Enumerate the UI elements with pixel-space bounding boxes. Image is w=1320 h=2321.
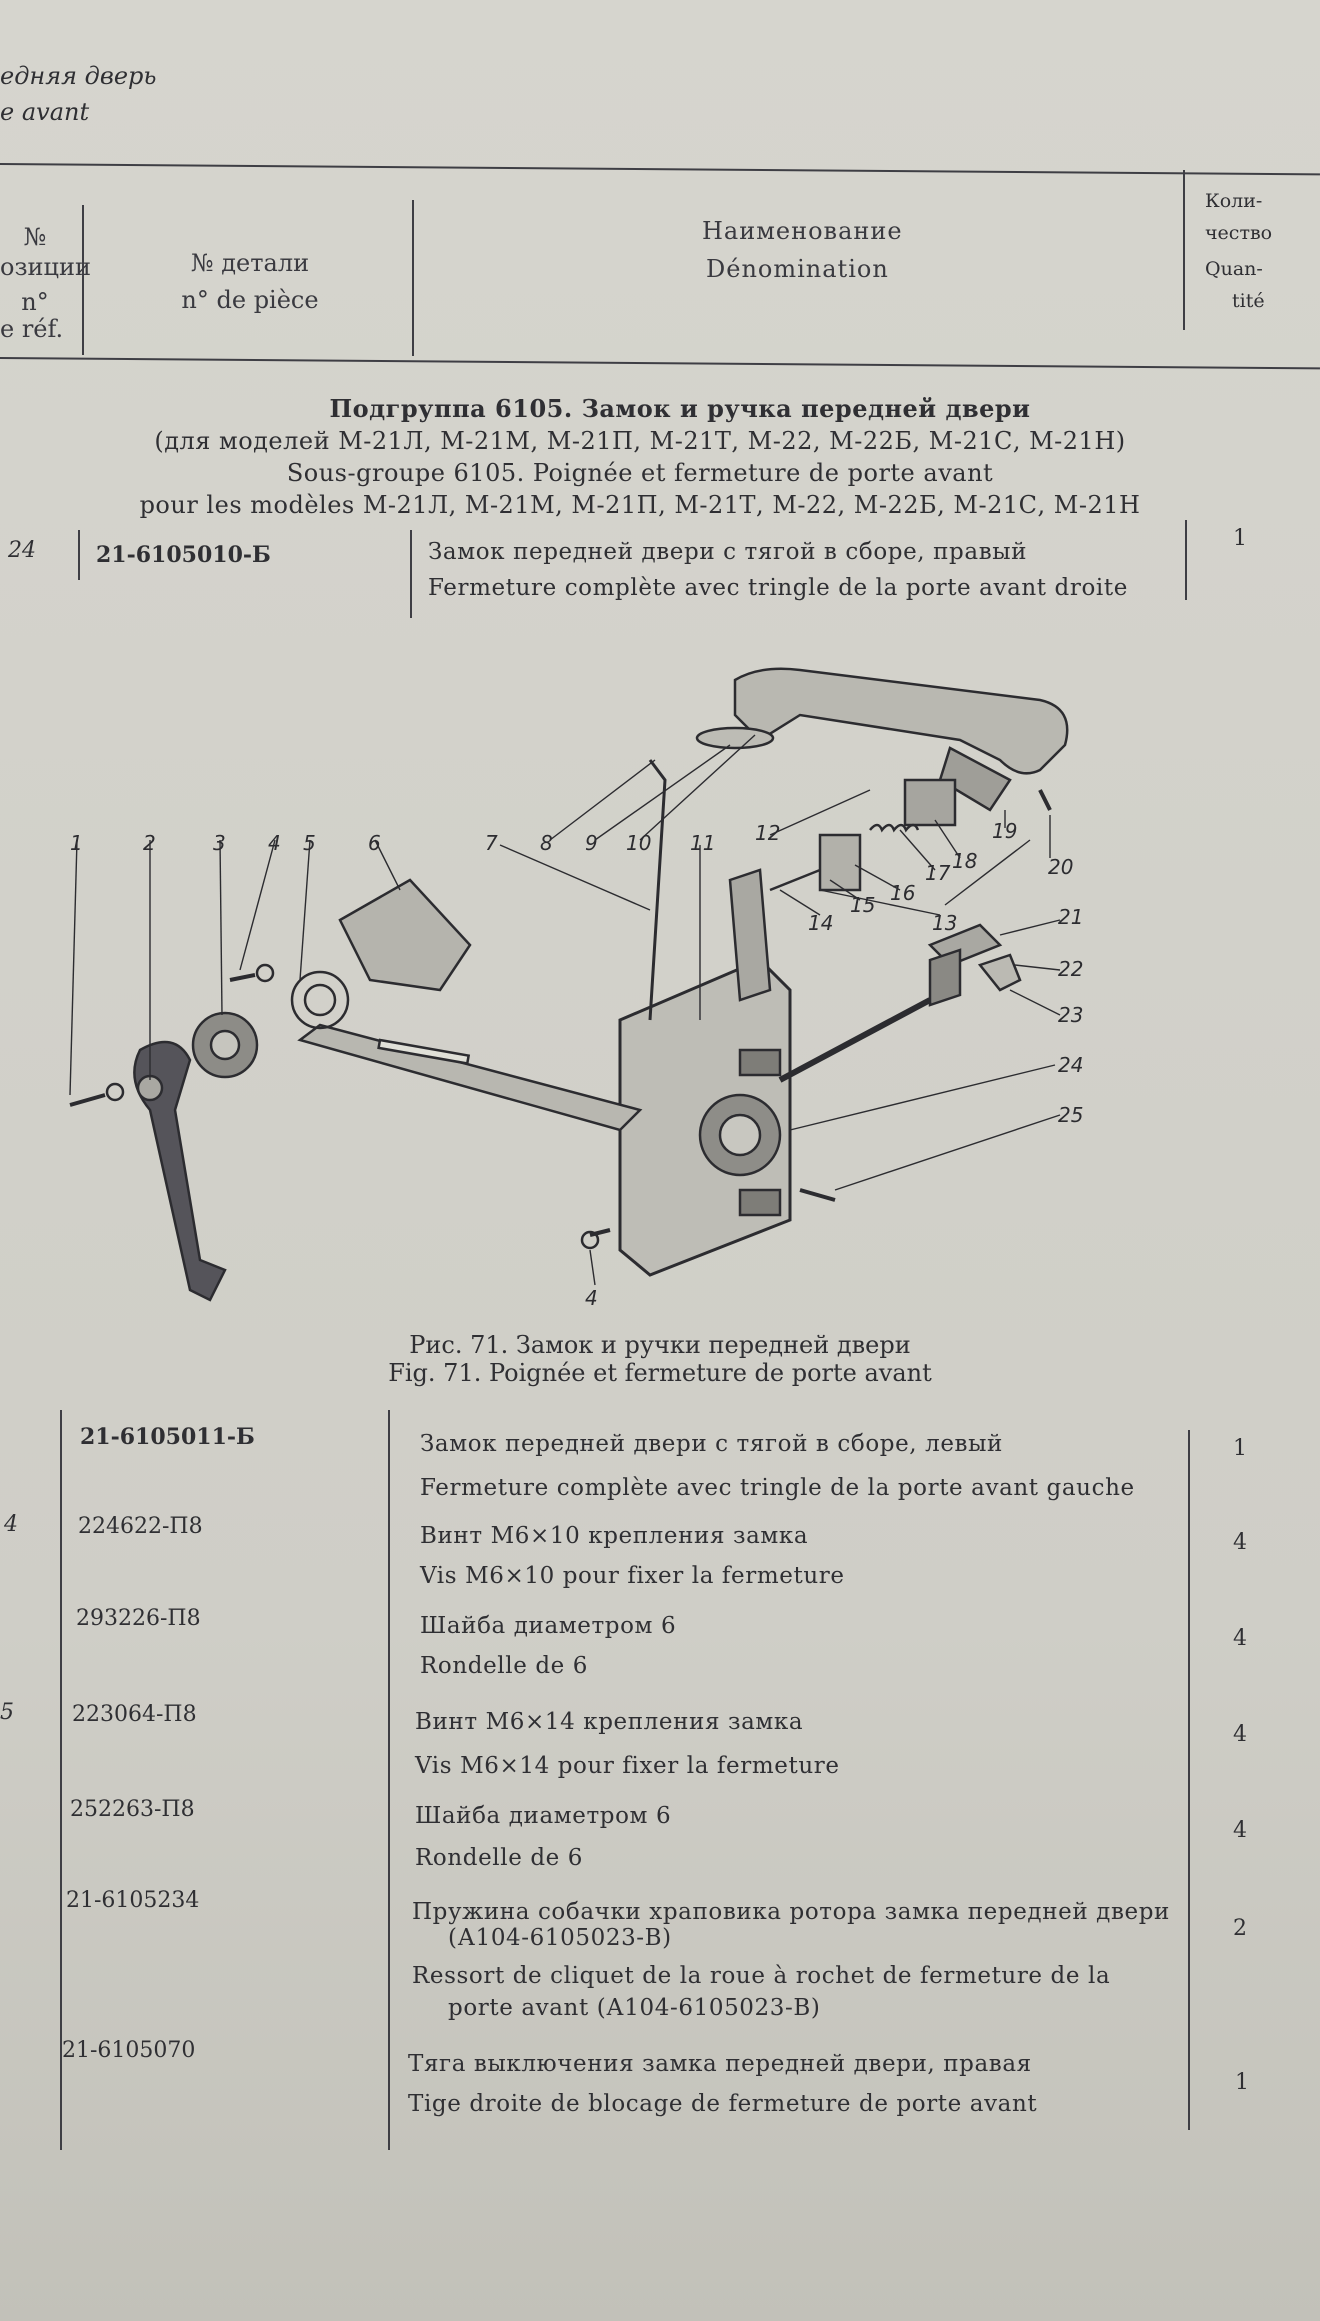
callout-15: 15 <box>850 893 876 917</box>
figure-caption-ru: Рис. 71. Замок и ручки передней двери <box>409 1331 911 1359</box>
callout-4: 4 <box>268 831 281 855</box>
table-row-name-fr: Ressort de cliquet de la roue à rochet de fermeture de la <box>412 1963 1111 1989</box>
callout-14: 14 <box>808 911 834 935</box>
callout-2: 2 <box>143 831 156 855</box>
table-row-name-fr: Tige droite de blocage de fermeture de porte avant <box>408 2091 1038 2117</box>
row-name-fr: Fermeture complète avec tringle de la porte avant droite <box>428 575 1128 601</box>
header-name-ru: Наименование <box>702 217 903 245</box>
header-pos-ru: № <box>23 223 47 251</box>
header-part-ru: № детали <box>190 249 310 277</box>
table-row-quantity: 4 <box>1233 1818 1247 1843</box>
header-qty-fr2: tité <box>1232 290 1265 312</box>
callout-20: 20 <box>1048 855 1074 879</box>
table-row-name-ru: Тяга выключения замка передней двери, правая <box>408 2051 1032 2077</box>
table-row-quantity: 2 <box>1233 1916 1247 1941</box>
callout-21: 21 <box>1058 905 1084 929</box>
callout-19: 19 <box>992 819 1018 843</box>
table-row-quantity: 4 <box>1233 1722 1247 1747</box>
figure-caption-fr: Fig. 71. Poignée et fermeture de porte avant <box>388 1359 932 1387</box>
callout-24: 24 <box>1058 1053 1084 1077</box>
header-top-rule <box>0 163 1320 175</box>
table-row-name-fr: Fermeture complète avec tringle de la porte avant gauche <box>420 1475 1135 1501</box>
page-header-fr: e avant <box>0 98 90 126</box>
table-row-quantity: 1 <box>1233 1436 1247 1461</box>
row-quantity: 1 <box>1233 526 1247 551</box>
table-row-part-number: 21-6105234 <box>66 1888 200 1913</box>
header-qty-ru2: чество <box>1205 222 1273 244</box>
callout-17: 17 <box>925 861 951 885</box>
callout-1: 1 <box>70 831 83 855</box>
table-row-name-fr: Rondelle de 6 <box>415 1845 584 1871</box>
row-divider <box>410 530 412 618</box>
table-row-quantity: 4 <box>1233 1626 1247 1651</box>
table-row-part-number: 293226-П8 <box>76 1606 201 1631</box>
table-row-name-ru: Шайба диаметром 6 <box>415 1803 672 1829</box>
table-row-position: 4 <box>4 1512 18 1537</box>
table-row-name-fr-cont: porte avant (А104-6105023-В) <box>448 1995 821 2021</box>
table-row-name-ru: Винт М6×10 крепления замка <box>420 1523 809 1549</box>
callout-18: 18 <box>952 849 978 873</box>
callout-4-bottom: 4 <box>585 1286 598 1310</box>
table-row-part-number: 252263-П8 <box>70 1797 195 1822</box>
callout-23: 23 <box>1058 1003 1084 1027</box>
table-row-name-ru: Пружина собачки храповика ротора замка передней двери <box>412 1899 1170 1925</box>
header-bottom-rule <box>0 357 1320 369</box>
table-row-part-number: 21-6105070 <box>62 2038 196 2063</box>
callout-16: 16 <box>890 881 916 905</box>
callout-9: 9 <box>585 831 598 855</box>
header-part-fr: n° de pièce <box>181 286 319 314</box>
table-row-name-ru: Шайба диаметром 6 <box>420 1613 677 1639</box>
row-divider <box>1185 520 1187 600</box>
table-row-name-fr: Rondelle de 6 <box>420 1653 589 1679</box>
table-row-name-fr: Vis М6×10 pour fixer la fermeture <box>420 1563 845 1589</box>
page-header-ru: едняя дверь <box>0 62 157 90</box>
callout-5: 5 <box>303 831 316 855</box>
subgroup-fr-title: Sous-groupe 6105. Poignée et fermeture de porte avant <box>286 459 994 487</box>
callout-13: 13 <box>932 911 958 935</box>
subgroup-fr-models: pour les modèles М-21Л, М-21М, М-21П, М-21Т, М-22, М-22Б, М-21С, М-21Н <box>139 491 1141 519</box>
row-name-ru: Замок передней двери с тягой в сборе, правый <box>428 539 1028 565</box>
callout-3: 3 <box>213 831 226 855</box>
table-row-name-ru: Замок передней двери с тягой в сборе, левый <box>420 1431 1003 1457</box>
callout-10: 10 <box>626 831 652 855</box>
exploded-view-diagram <box>0 660 1320 1340</box>
table-row-position: 5 <box>0 1700 14 1725</box>
callout-12: 12 <box>755 821 781 845</box>
table-row-name-ru: Винт М6×14 крепления замка <box>415 1709 804 1735</box>
header-qty-fr1: Quan- <box>1205 258 1263 280</box>
table-row-part-number: 224622-П8 <box>78 1514 203 1539</box>
subgroup-ru-models: (для моделей М-21Л, М-21М, М-21П, М-21Т, М-22, М-22Б, М-21С, М-21Н) <box>154 427 1126 455</box>
header-pos-fr: n° <box>21 288 49 316</box>
header-qty-ru1: Коли- <box>1205 190 1263 212</box>
header-pos-ru2: озиции <box>0 253 91 281</box>
table-row-quantity: 1 <box>1235 2070 1249 2095</box>
header-divider-2 <box>412 200 414 356</box>
table-row-quantity: 4 <box>1233 1530 1247 1555</box>
callout-6: 6 <box>368 831 381 855</box>
callout-25: 25 <box>1058 1103 1084 1127</box>
table-divider-right <box>1188 1430 1190 2130</box>
header-divider-3 <box>1183 170 1185 330</box>
row-part-number: 21-6105010-Б <box>96 542 271 568</box>
table-row-name-fr: Vis М6×14 pour fixer la fermeture <box>415 1753 840 1779</box>
table-row-name-ru-cont: (А104-6105023-В) <box>448 1925 672 1951</box>
callout-22: 22 <box>1058 957 1084 981</box>
table-row-part-number: 21-6105011-Б <box>80 1424 255 1450</box>
callout-8: 8 <box>540 831 553 855</box>
row-position: 24 <box>8 538 36 563</box>
header-name-fr: Dénomination <box>706 255 889 283</box>
subgroup-ru-title: Подгруппа 6105. Замок и ручка передней двери <box>329 394 1031 423</box>
header-pos-fr2: e réf. <box>0 315 64 343</box>
row-divider <box>78 530 80 580</box>
table-row-part-number: 223064-П8 <box>72 1702 197 1727</box>
callout-11: 11 <box>690 831 716 855</box>
table-divider-mid <box>388 1410 390 2150</box>
callout-7: 7 <box>485 831 498 855</box>
